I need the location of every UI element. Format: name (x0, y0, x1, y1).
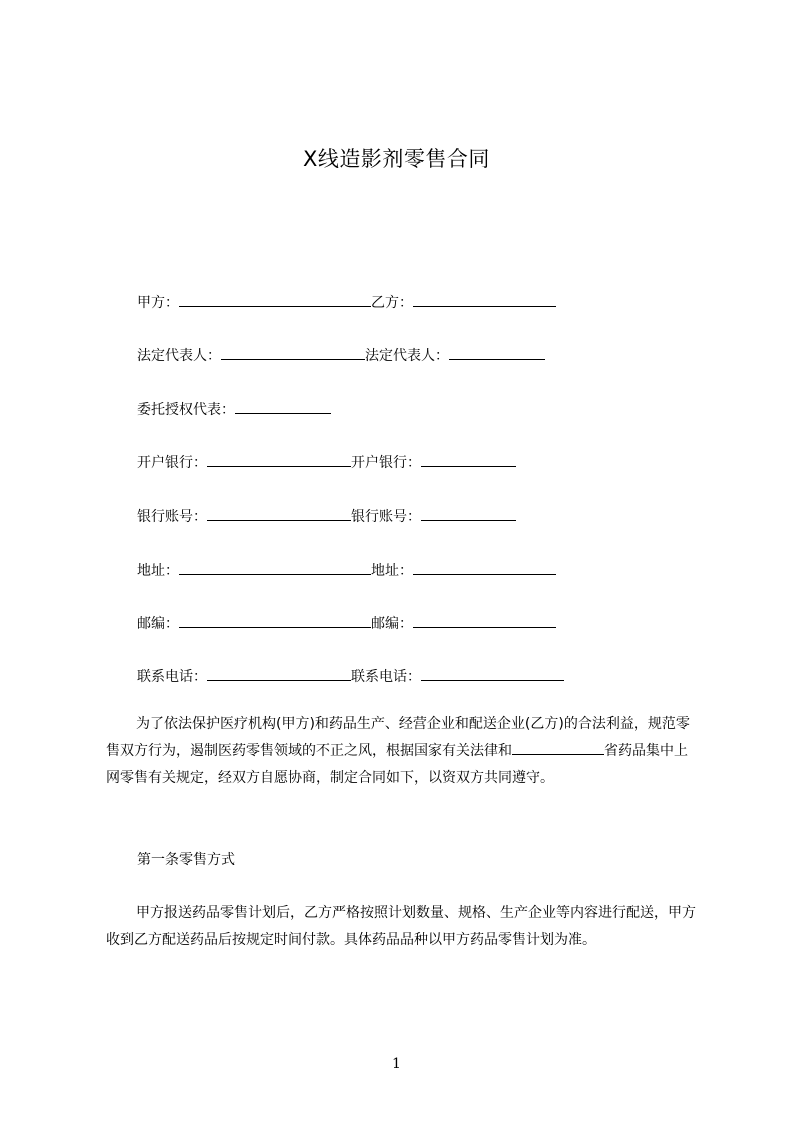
bank-row (137, 451, 516, 471)
article-1-text: 甲方报送药品零售计划后，乙方严格按照计划数量、规格、生产企业等内容进行配送，甲方收到乙方配送药品后按规定时间付款。具体药品品种以甲方药品零售计划为准。 (106, 905, 696, 948)
postcode-b-label: 邮编： (371, 616, 413, 632)
postcode-a-label: 邮编： (137, 616, 179, 632)
party-b-blank[interactable] (413, 291, 556, 307)
address-a-blank[interactable] (179, 559, 371, 575)
party-a-blank[interactable] (179, 291, 371, 307)
account-b-label: 银行账号： (351, 509, 421, 525)
province-blank[interactable] (512, 740, 604, 755)
phone-row (137, 665, 564, 685)
account-a-label: 银行账号： (137, 509, 207, 525)
postcode-b-blank[interactable] (413, 612, 556, 628)
authorized-rep-row (137, 398, 331, 418)
phone-a-blank[interactable] (207, 665, 351, 681)
authorized-rep-label: 委托授权代表： (137, 402, 235, 418)
address-b-blank[interactable] (413, 559, 556, 575)
bank-b-label: 开户银行： (351, 455, 421, 471)
phone-b-label: 联系电话： (351, 669, 421, 685)
address-a-label: 地址： (137, 563, 179, 579)
legal-rep-a-label: 法定代表人： (137, 348, 221, 364)
address-b-label: 地址： (371, 563, 413, 579)
account-b-blank[interactable] (421, 505, 516, 521)
preamble-text-1: 为了依法保护医疗机构(甲方)和药品生产、经营企业和配送企业(乙方)的合法利益，规范零售双方行为，遏制医药零售领域的不正之风，根据国家有关法律和 (106, 716, 690, 759)
party-a-label: 甲方： (137, 295, 179, 311)
account-a-blank[interactable] (207, 505, 351, 521)
article-1-body (106, 900, 700, 954)
phone-a-label: 联系电话： (137, 669, 207, 685)
page-number: 1 (392, 1056, 401, 1072)
legal-rep-row (137, 344, 545, 364)
party-row (137, 291, 556, 311)
bank-a-label: 开户银行： (137, 455, 207, 471)
account-row (137, 505, 516, 525)
preamble-text-2: 省药品集中上网零售有关规定，经双方自愿协商，制定合同如下，以资双方共同遵守。 (106, 743, 688, 786)
article-1-heading: 第一条零售方式 (137, 852, 235, 868)
contract-title: X线造影剂零售合同 (303, 147, 490, 171)
bank-b-blank[interactable] (421, 451, 516, 467)
authorized-rep-blank[interactable] (235, 398, 331, 414)
postcode-a-blank[interactable] (179, 612, 371, 628)
party-b-label: 乙方： (371, 295, 413, 311)
postcode-row (137, 612, 556, 632)
bank-a-blank[interactable] (207, 451, 351, 467)
address-row (137, 559, 556, 579)
legal-rep-b-blank[interactable] (449, 344, 545, 360)
preamble-paragraph (106, 711, 700, 792)
legal-rep-b-label: 法定代表人： (365, 348, 449, 364)
legal-rep-a-blank[interactable] (221, 344, 365, 360)
phone-b-blank[interactable] (421, 665, 564, 681)
